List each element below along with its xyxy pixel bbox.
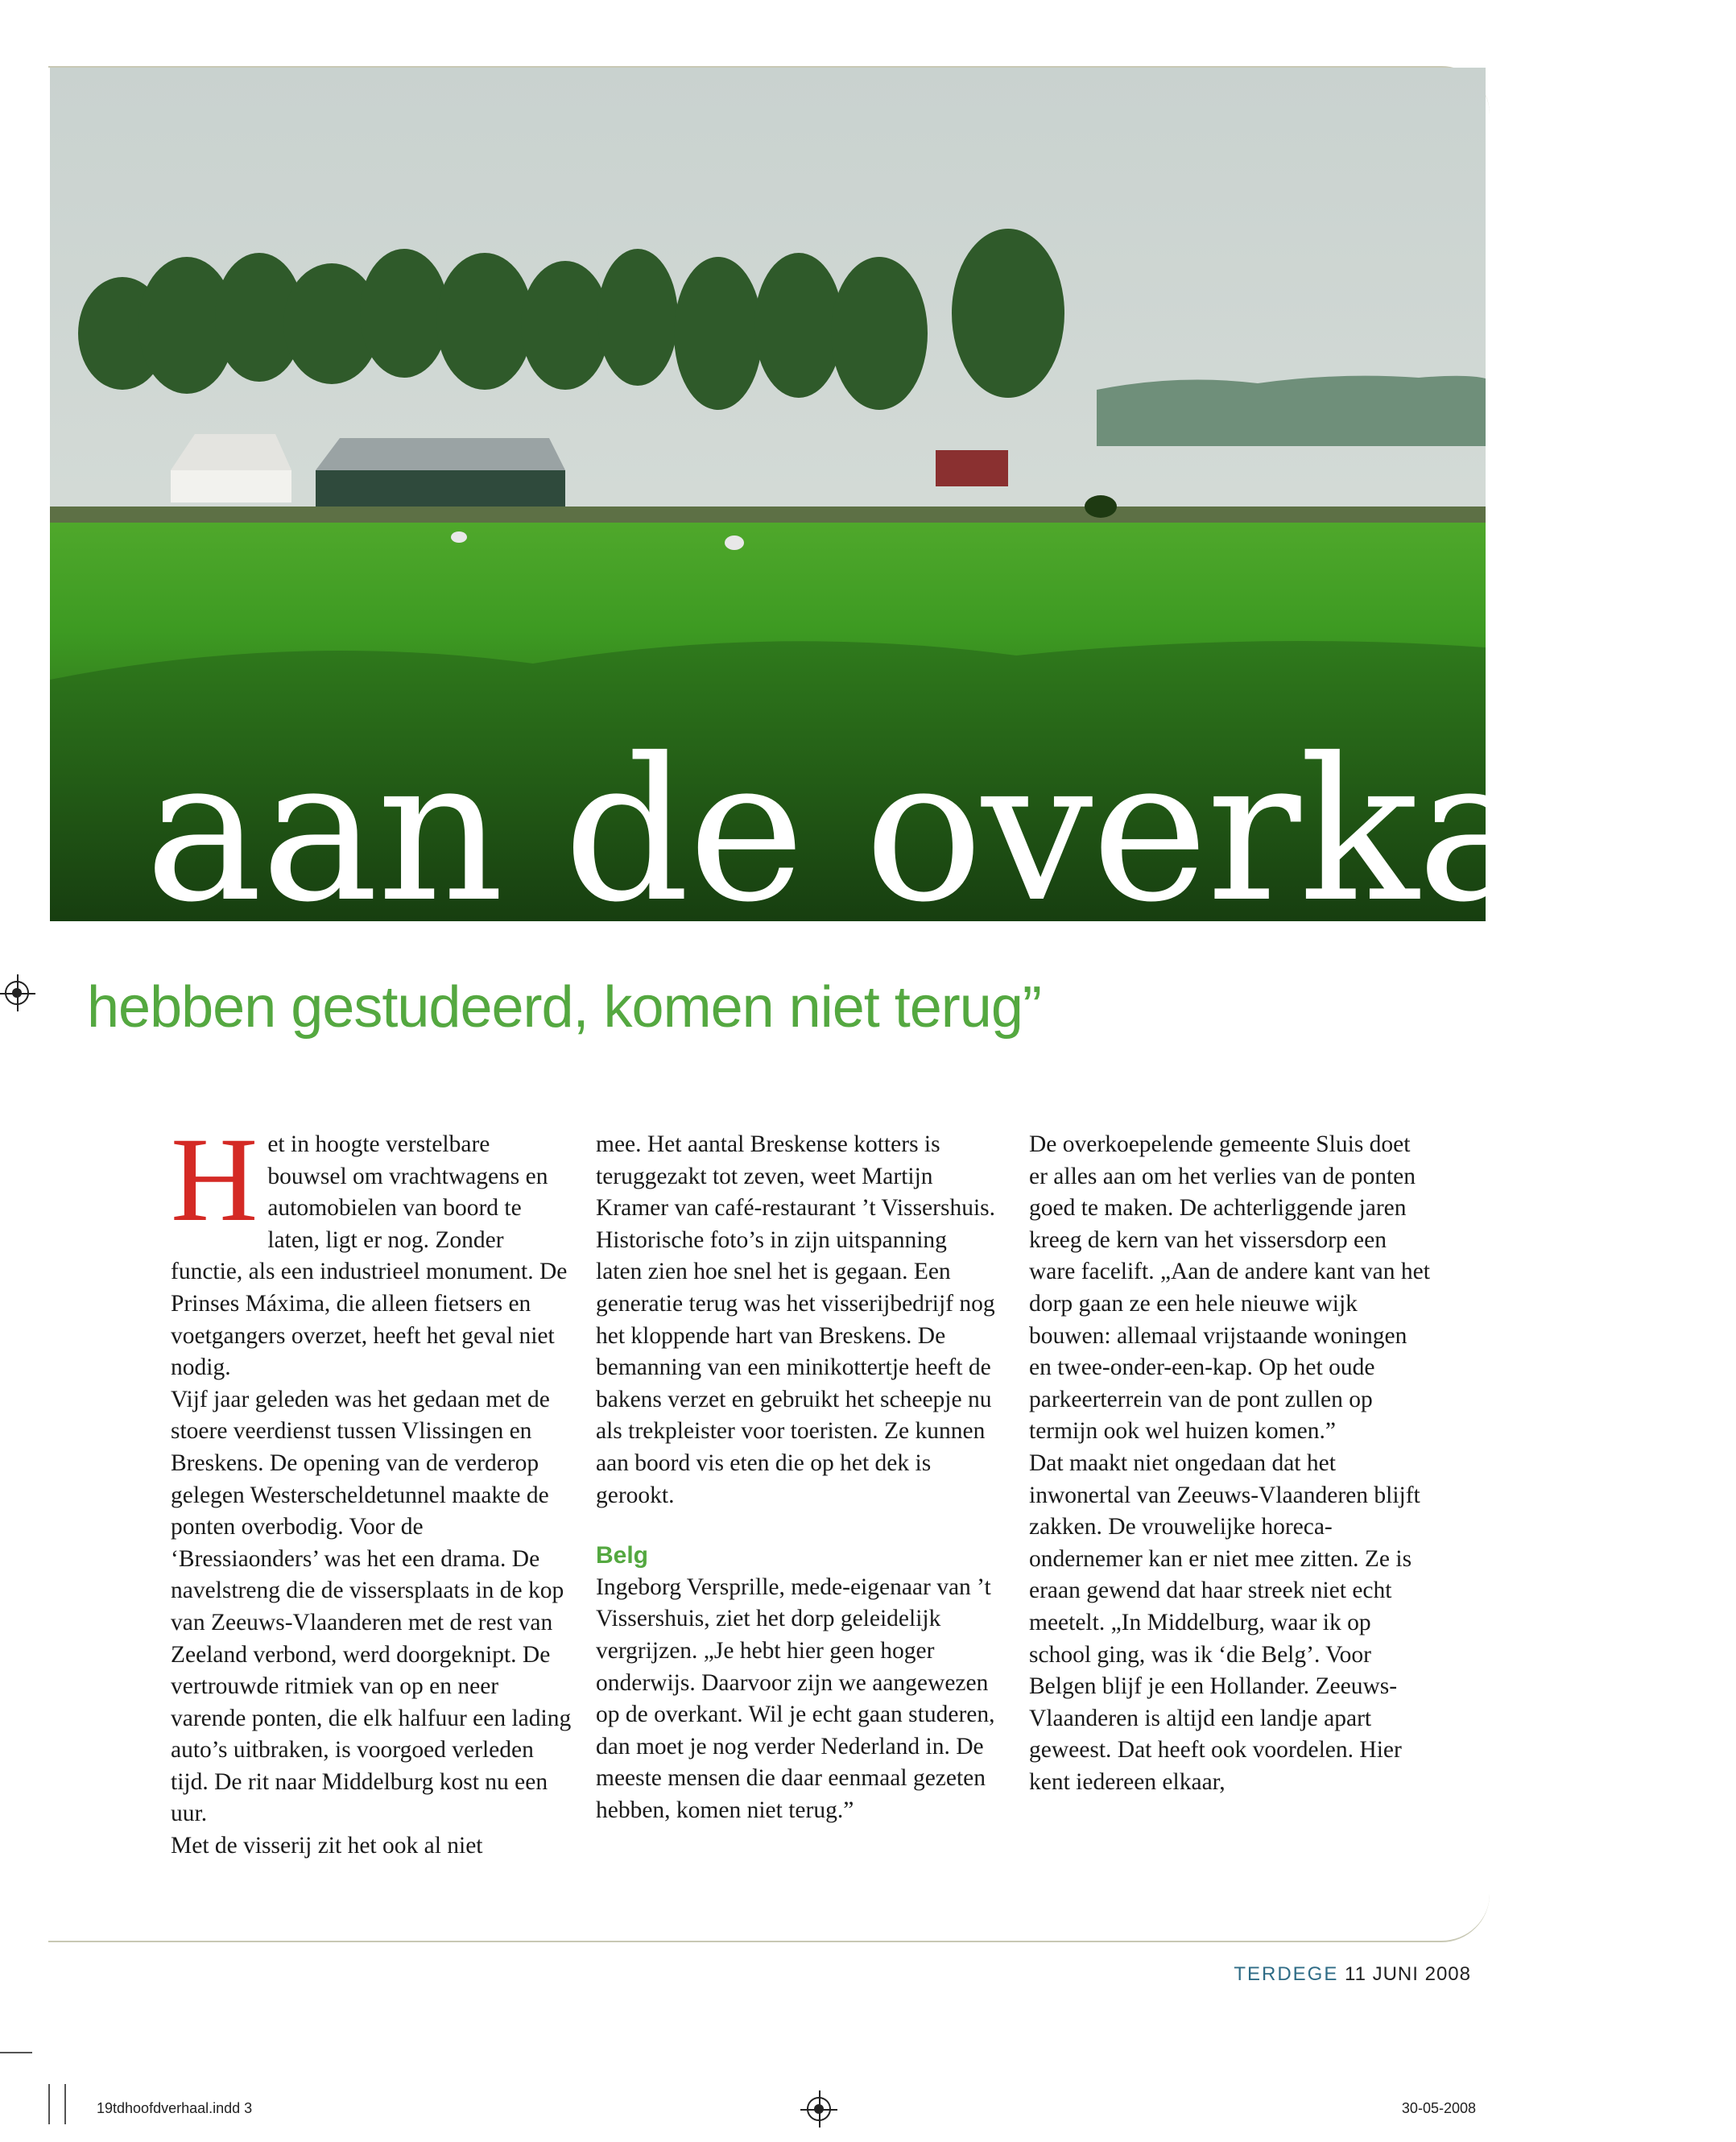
magazine-name: TERDEGE bbox=[1234, 1963, 1339, 1985]
paragraph: et in hoogte verstelbare bouwsel om vrachtwagens en automobielen van boord te laten, ligt er nog. Zonder functie, als een industrieel monument. De Prinses Máxima, die alleen fietsers en voetgangers overzet, heeft het geval niet nodig. bbox=[171, 1131, 568, 1381]
article-column-3 bbox=[1029, 1129, 1432, 1798]
page-folio bbox=[1234, 1963, 1471, 1986]
crop-mark bbox=[0, 2052, 32, 2053]
crop-mark bbox=[64, 2084, 66, 2124]
hero-title: aan de overkant bbox=[145, 716, 1736, 945]
registration-mark-bottom bbox=[807, 2097, 831, 2121]
paragraph: Met de visserij zit het ook al niet bbox=[171, 1833, 483, 1859]
section-heading: Belg bbox=[596, 1542, 649, 1569]
article-column-1 bbox=[171, 1113, 573, 1863]
hero-image bbox=[50, 68, 1736, 945]
crop-mark bbox=[48, 2084, 50, 2124]
drop-cap: H bbox=[171, 1113, 258, 1247]
slug-filename: 19tdhoofdverhaal.indd 3 bbox=[97, 2100, 253, 2116]
paragraph: Vijf jaar geleden was het gedaan met de stoere veerdienst tussen Vlissingen en Breskens. De opening van de verderop gelegen Westerscheldetunnel maakte de ponten overbodig. Voor de ‘Bressiaonders’ was het een drama. De navelstreng die de vissersplaats in de kop van Zeeuws-Vlaanderen met de rest van Zeeland verbond, werd doorgeknipt. De vertrouwde ritmiek van op en neer varende ponten, die elk halfuur een lading auto’s uitbraken, is voorgoed verleden tijd. De rit naar Middelburg kost nu een uur. bbox=[171, 1386, 572, 1827]
article-column-2 bbox=[596, 1129, 998, 1826]
paragraph: Ingeborg Versprille, mede-eigenaar van ’t Vissershuis, ziet het dorp geleidelijk vergrijzen. „Je hebt hier geen hoger onderwijs. Daarvoor zijn we aangewezen op de overkant. Wil je echt gaan studeren, dan moet je nog verder Nederland in. De meeste mensen die daar eenmaal gezeten hebben, komen niet terug.” bbox=[596, 1573, 995, 1823]
slug-date: 30-05-2008 bbox=[1401, 2100, 1476, 2116]
registration-mark-left bbox=[5, 981, 29, 1005]
paragraph: Dat maakt niet ongedaan dat het inwonertal van Zeeuws-Vlaanderen blijft zakken. De vrouwelijke horeca-ondernemer kan er niet mee zitten. Ze is eraan gewend dat haar streek niet echt meetelt. „In Middelburg, waar ik op school ging, was ik ‘die Belg’. Voor Belgen blijf je een Hollander. Zeeuws-Vlaanderen is altijd een landje apart geweest. Dat heeft ook voordelen. Hier kent iedereen elkaar, bbox=[1029, 1449, 1420, 1795]
article-subtitle: hebben gestudeerd, komen niet terug” bbox=[87, 975, 1041, 1040]
paragraph: mee. Het aantal Breskense kotters is teruggezakt tot zeven, weet Martijn Kramer van café-restaurant ’t Vissershuis. Historische foto’s in zijn uitspanning laten zien hoe snel het is gegaan. Een generatie terug was het visserijbedrijf nog het kloppende hart van Breskens. De bemanning van een minikottertje heeft de bakens verzet en gebruikt het scheepje nu als trekpleister voor toeristen. Ze kunnen aan boord vis eten die op het dek is gerookt. bbox=[596, 1131, 995, 1508]
issue-date: 11 JUNI 2008 bbox=[1345, 1963, 1471, 1985]
paragraph: De overkoepelende gemeente Sluis doet er alles aan om het verlies van de ponten goed te maken. De achterliggende jaren kreeg de kern van het vissersdorp een ware facelift. „Aan de andere kant van het dorp gaan ze een hele nieuwe wijk bouwen: allemaal vrijstaande woningen en twee-onder-een-kap. Op het oude parkeerterrein van de pont zullen op termijn ook wel huizen komen.” bbox=[1029, 1131, 1430, 1445]
